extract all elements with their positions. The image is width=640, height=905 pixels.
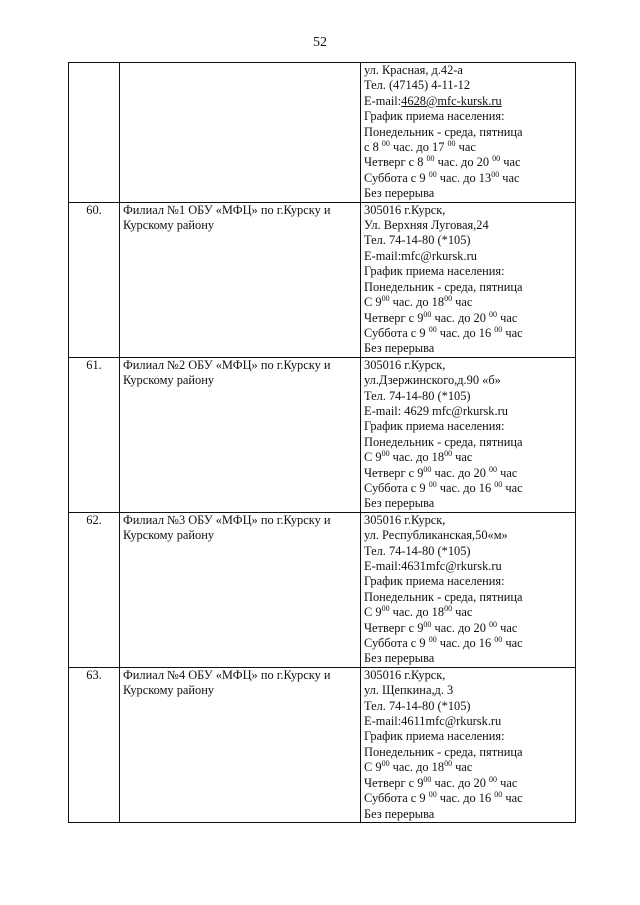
saturday-hours xyxy=(364,171,572,186)
superscript-minutes: 00 xyxy=(489,619,498,629)
weekday-hours xyxy=(364,295,572,310)
superscript-minutes: 00 xyxy=(444,449,453,459)
address-line: Тел. 74-14-80 (*105) xyxy=(364,698,471,713)
saturday-hours xyxy=(364,326,572,341)
hours-text: час xyxy=(502,480,523,495)
superscript-minutes: 00 xyxy=(491,169,500,179)
weekday-hours xyxy=(364,450,572,465)
hours-text: Четверг с 9 xyxy=(364,775,424,790)
email-address[interactable]: mfc@rkursk.ru xyxy=(401,248,477,263)
hours-text: час. до 18 xyxy=(389,760,445,775)
branch-name: Филиал №2 ОБУ «МФЦ» по г.Курску и Курскому району xyxy=(120,357,361,512)
schedule-title: График приема населения: xyxy=(364,574,505,589)
superscript-minutes: 00 xyxy=(494,790,503,800)
hours-text: час xyxy=(452,450,473,465)
superscript-minutes: 00 xyxy=(428,324,437,334)
row-number: 60. xyxy=(69,202,120,357)
superscript-minutes: 00 xyxy=(494,324,503,334)
table-row xyxy=(69,667,576,822)
superscript-minutes: 00 xyxy=(494,479,503,489)
break-note: Без перерыва xyxy=(364,186,435,201)
hours-text: час. до 20 xyxy=(431,310,490,325)
hours-text: час. до 16 xyxy=(436,480,495,495)
address-line: Тел. 74-14-80 (*105) xyxy=(364,388,471,403)
page-number: 52 xyxy=(313,35,327,50)
branch-contact-info xyxy=(361,512,576,667)
email-line xyxy=(364,714,572,729)
schedule-days: Понедельник - среда, пятница xyxy=(364,124,523,139)
email-prefix: E-mail: xyxy=(364,559,402,573)
email-line xyxy=(364,559,572,574)
address-line: ул. Красная, д.42-а xyxy=(364,63,463,77)
address-line: 305016 г.Курск, xyxy=(364,512,446,527)
email-line xyxy=(364,94,572,109)
superscript-minutes: 00 xyxy=(423,309,432,319)
hours-text: Суббота с 9 xyxy=(364,480,429,495)
superscript-minutes: 00 xyxy=(489,464,498,474)
superscript-minutes: 00 xyxy=(444,294,453,304)
hours-text: час xyxy=(497,310,518,325)
hours-text: час. до 13 xyxy=(436,170,492,185)
hours-text: час. до 18 xyxy=(389,295,445,310)
hours-text: Суббота с 9 xyxy=(364,636,429,651)
hours-text: Четверг с 8 xyxy=(364,155,427,170)
superscript-minutes: 00 xyxy=(423,464,432,474)
hours-text: Суббота с 9 xyxy=(364,791,429,806)
schedule-title: График приема населения: xyxy=(364,264,505,279)
schedule-days: Понедельник - среда, пятница xyxy=(364,434,523,449)
branch-name: Филиал №1 ОБУ «МФЦ» по г.Курску и Курскому району xyxy=(120,202,361,357)
superscript-minutes: 00 xyxy=(444,604,453,614)
hours-text: час xyxy=(455,140,476,155)
hours-text: час. до 20 xyxy=(431,620,490,635)
superscript-minutes: 00 xyxy=(428,479,437,489)
superscript-minutes: 00 xyxy=(494,635,503,645)
hours-text: час. до 16 xyxy=(436,791,495,806)
branch-contact-info xyxy=(361,63,576,203)
superscript-minutes: 00 xyxy=(426,154,435,164)
hours-text: час xyxy=(502,325,523,340)
email-address[interactable]: 4611mfc@rkursk.ru xyxy=(401,714,502,729)
schedule-title: График приема населения: xyxy=(364,729,505,744)
thursday-hours xyxy=(364,621,572,636)
address-line: ул. Щепкина,д. 3 xyxy=(364,683,454,698)
hours-text: С 9 xyxy=(364,760,382,775)
email-line xyxy=(364,404,572,419)
table-row xyxy=(69,63,576,203)
branch-contact-info xyxy=(361,667,576,822)
hours-text: с 8 xyxy=(364,140,382,155)
saturday-hours xyxy=(364,481,572,496)
thursday-hours xyxy=(364,311,572,326)
weekday-hours xyxy=(364,760,572,775)
hours-text: час xyxy=(497,620,518,635)
schedule-days: Понедельник - среда, пятница xyxy=(364,279,523,294)
row-number xyxy=(69,63,120,203)
superscript-minutes: 00 xyxy=(447,139,456,149)
hours-text: час. до 16 xyxy=(436,325,495,340)
address-line: 305016 г.Курск, xyxy=(364,667,446,682)
address-line: ул.Дзержинского,д.90 «б» xyxy=(364,373,501,388)
superscript-minutes: 00 xyxy=(381,604,390,614)
hours-text: час xyxy=(497,775,518,790)
superscript-minutes: 00 xyxy=(489,774,498,784)
hours-text: С 9 xyxy=(364,605,382,620)
superscript-minutes: 00 xyxy=(489,309,498,319)
hours-text: час. до 20 xyxy=(431,775,490,790)
address-line: Тел. (47145) 4-11-12 xyxy=(364,78,471,93)
row-number: 63. xyxy=(69,667,120,822)
email-prefix: E-mail: xyxy=(364,93,402,108)
schedule-title: График приема населения: xyxy=(364,109,505,124)
email-line xyxy=(364,249,572,264)
schedule-title: График приема населения: xyxy=(364,419,505,434)
hours-text: Четверг с 9 xyxy=(364,620,424,635)
hours-text: час. до 17 xyxy=(389,140,448,155)
branch-table xyxy=(68,62,576,823)
superscript-minutes: 00 xyxy=(381,294,390,304)
superscript-minutes: 00 xyxy=(428,169,437,179)
superscript-minutes: 00 xyxy=(381,139,390,149)
hours-text: С 9 xyxy=(364,450,382,465)
email-prefix: E-mail: xyxy=(364,403,405,418)
branch-name xyxy=(120,63,361,203)
schedule-days: Понедельник - среда, пятница xyxy=(364,744,523,759)
superscript-minutes: 00 xyxy=(428,635,437,645)
address-line: ул. Республиканская,50«м» xyxy=(364,528,508,543)
hours-text: Суббота с 9 xyxy=(364,325,429,340)
branch-contact-info xyxy=(361,357,576,512)
branch-contact-info xyxy=(361,202,576,357)
email-prefix: E-mail: xyxy=(364,248,402,263)
break-note: Без перерыва xyxy=(364,806,435,821)
weekday-hours xyxy=(364,605,572,620)
break-note: Без перерыва xyxy=(364,651,435,666)
hours-text: час xyxy=(500,155,521,170)
hours-text: час. до 18 xyxy=(389,605,445,620)
thursday-hours xyxy=(364,776,572,791)
address-line: Тел. 74-14-80 (*105) xyxy=(364,543,471,558)
saturday-hours xyxy=(364,636,572,651)
hours-text: час. до 20 xyxy=(431,465,490,480)
hours-text: час xyxy=(452,295,473,310)
row-number: 62. xyxy=(69,512,120,667)
superscript-minutes: 00 xyxy=(492,154,501,164)
hours-text: час. до 20 xyxy=(434,155,493,170)
superscript-minutes: 00 xyxy=(444,759,453,769)
schedule-days: Понедельник - среда, пятница xyxy=(364,589,523,604)
hours-text: час xyxy=(499,170,520,185)
weekday-hours xyxy=(364,140,572,155)
branch-name: Филиал №3 ОБУ «МФЦ» по г.Курску и Курскому району xyxy=(120,512,361,667)
superscript-minutes: 00 xyxy=(381,449,390,459)
address-line: Ул. Верхняя Луговая,24 xyxy=(364,218,489,233)
hours-text: час xyxy=(452,760,473,775)
email-address[interactable]: 4628@mfc-kursk.ru xyxy=(401,93,502,108)
hours-text: час xyxy=(502,791,523,806)
superscript-minutes: 00 xyxy=(381,759,390,769)
hours-text: час xyxy=(502,636,523,651)
superscript-minutes: 00 xyxy=(428,790,437,800)
table-row xyxy=(69,357,576,512)
table-body xyxy=(69,63,576,823)
hours-text: час. до 16 xyxy=(436,636,495,651)
table-row xyxy=(69,512,576,667)
hours-text: Четверг с 9 xyxy=(364,465,424,480)
hours-text: С 9 xyxy=(364,295,382,310)
thursday-hours xyxy=(364,466,572,481)
break-note: Без перерыва xyxy=(364,496,435,511)
thursday-hours xyxy=(364,155,572,170)
email-prefix: E-mail: xyxy=(364,714,402,729)
superscript-minutes: 00 xyxy=(423,619,432,629)
hours-text: час. до 18 xyxy=(389,450,445,465)
address-line: 305016 г.Курск, xyxy=(364,202,446,217)
saturday-hours xyxy=(364,791,572,806)
table-row xyxy=(69,202,576,357)
address-line: Тел. 74-14-80 (*105) xyxy=(364,233,471,248)
hours-text: Четверг с 9 xyxy=(364,310,424,325)
branch-name: Филиал №4 ОБУ «МФЦ» по г.Курску и Курскому району xyxy=(120,667,361,822)
email-address[interactable]: 4629 mfc@rkursk.ru xyxy=(404,403,508,418)
hours-text: час xyxy=(452,605,473,620)
break-note: Без перерыва xyxy=(364,341,435,356)
superscript-minutes: 00 xyxy=(423,774,432,784)
email-address[interactable]: 4631mfc@rkursk.ru xyxy=(401,559,502,573)
address-line: 305016 г.Курск, xyxy=(364,357,446,372)
hours-text: Суббота с 9 xyxy=(364,170,429,185)
row-number: 61. xyxy=(69,357,120,512)
hours-text: час xyxy=(497,465,518,480)
